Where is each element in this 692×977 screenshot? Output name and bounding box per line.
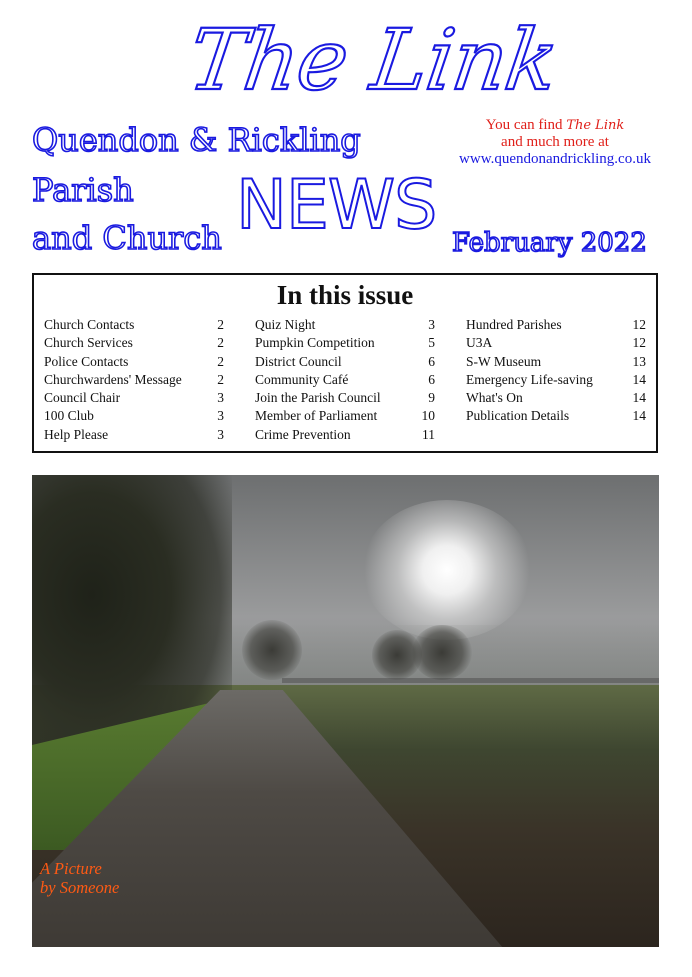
contents-heading: In this issue bbox=[276, 280, 414, 310]
contents-entry bbox=[255, 353, 435, 371]
contents-entry-page: 12 bbox=[632, 317, 646, 332]
contents-entry-page: 2 bbox=[217, 371, 224, 387]
subtitle-line-2: Parish bbox=[32, 171, 134, 209]
contents-entry-title: Council Chair bbox=[44, 390, 121, 406]
contents-entry-title: Member of Parliament bbox=[255, 408, 378, 424]
website-promo bbox=[440, 117, 670, 168]
contents-entry bbox=[44, 407, 224, 425]
photo-caption-line-1: A Picture bbox=[40, 859, 102, 878]
contents-entry-page: 2 bbox=[217, 335, 224, 351]
contents-entry-title: U3A bbox=[466, 335, 493, 351]
subtitle-line-3: and Church bbox=[32, 219, 222, 257]
contents-entry-page: 14 bbox=[632, 390, 646, 406]
contents-entry-title: Hundred Parishes bbox=[466, 317, 562, 332]
contents-entry-title: Emergency Life-saving bbox=[466, 371, 593, 387]
contents-entry-page: 11 bbox=[422, 426, 435, 442]
contents-entry-page: 14 bbox=[632, 408, 646, 424]
contents-entry-page: 6 bbox=[428, 353, 435, 369]
tree bbox=[242, 620, 302, 680]
promo-line-2: and much more at bbox=[501, 134, 609, 150]
contents-box bbox=[32, 273, 658, 453]
contents-entry bbox=[466, 316, 646, 334]
contents-entry-title: 100 Club bbox=[44, 408, 94, 424]
contents-entry bbox=[255, 371, 435, 389]
fence-line bbox=[282, 678, 659, 683]
contents-entry-page: 14 bbox=[632, 371, 646, 387]
contents-entry bbox=[466, 353, 646, 371]
contents-entry-page: 5 bbox=[428, 335, 435, 351]
contents-entry-title: Crime Prevention bbox=[255, 426, 351, 442]
sun-glow bbox=[362, 500, 532, 640]
contents-entry-title: Churchwardens' Message bbox=[44, 371, 182, 387]
contents-entry-page: 12 bbox=[632, 335, 646, 351]
contents-entry bbox=[255, 389, 435, 407]
contents-entry-title: Church Services bbox=[44, 335, 133, 351]
contents-entry bbox=[44, 371, 224, 389]
photo-caption bbox=[40, 859, 119, 897]
contents-entry-page: 13 bbox=[632, 353, 646, 369]
contents-entry bbox=[255, 426, 435, 444]
contents-entry-title: What's On bbox=[466, 390, 523, 406]
news-heading: NEWS bbox=[236, 166, 437, 245]
contents-entry bbox=[44, 334, 224, 352]
contents-entry-page: 9 bbox=[428, 390, 435, 406]
contents-entry-page: 3 bbox=[428, 317, 435, 332]
contents-entry bbox=[255, 316, 435, 334]
contents-entry bbox=[466, 407, 646, 425]
contents-entry-page: 2 bbox=[217, 317, 224, 332]
contents-entry-page: 2 bbox=[217, 353, 224, 369]
contents-entry bbox=[44, 389, 224, 407]
subtitle-line-1: Quendon & Rickling bbox=[32, 121, 361, 159]
contents-column-3 bbox=[466, 316, 646, 426]
contents-column-2 bbox=[255, 316, 435, 444]
contents-entry-title: Police Contacts bbox=[44, 353, 129, 369]
promo-link-name: The Link bbox=[566, 118, 625, 133]
contents-entry-title: Quiz Night bbox=[255, 317, 316, 332]
contents-entry-page: 6 bbox=[428, 371, 435, 387]
contents-entry-title: Help Please bbox=[44, 426, 109, 442]
contents-entry-title: Publication Details bbox=[466, 408, 570, 424]
contents-entry-title: S-W Museum bbox=[466, 353, 542, 369]
publication-title: The Link bbox=[183, 11, 564, 109]
tree bbox=[412, 625, 472, 680]
website-url[interactable]: www.quendonandrickling.co.uk bbox=[459, 151, 651, 167]
contents-column-1 bbox=[44, 316, 224, 444]
contents-entry-title: Church Contacts bbox=[44, 317, 135, 332]
contents-entry bbox=[255, 334, 435, 352]
contents-entry bbox=[44, 353, 224, 371]
contents-entry bbox=[44, 316, 224, 334]
contents-entry-page: 3 bbox=[217, 426, 224, 442]
promo-line-1 bbox=[440, 117, 670, 134]
contents-entry bbox=[466, 334, 646, 352]
photo-caption-line-2: by Someone bbox=[40, 878, 120, 897]
promo-prefix: You can find bbox=[485, 117, 563, 133]
contents-entry-title: Pumpkin Competition bbox=[255, 335, 375, 351]
contents-entry-page: 10 bbox=[421, 408, 435, 424]
contents-entry-title: Community Café bbox=[255, 371, 349, 387]
contents-entry-page: 3 bbox=[217, 390, 224, 406]
contents-entry-title: Join the Parish Council bbox=[255, 390, 381, 406]
contents-entry bbox=[255, 407, 435, 425]
contents-entry bbox=[44, 426, 224, 444]
contents-entry bbox=[466, 371, 646, 389]
contents-entry-page: 3 bbox=[217, 408, 224, 424]
contents-entry-title: District Council bbox=[255, 353, 342, 369]
cover-photo bbox=[32, 475, 659, 947]
issue-date: February 2022 bbox=[452, 228, 647, 258]
contents-entry bbox=[466, 389, 646, 407]
